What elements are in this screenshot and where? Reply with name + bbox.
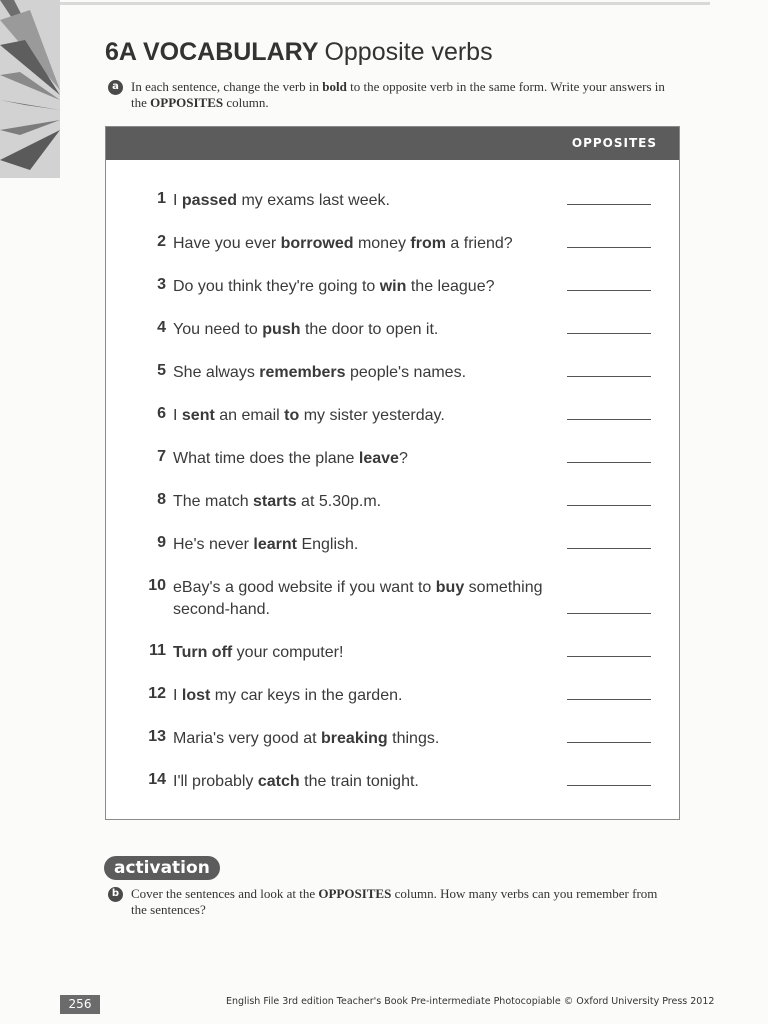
bold-text: OPPOSITES: [150, 95, 224, 110]
item-number: 11: [149, 642, 166, 659]
bold-text: bold: [322, 79, 347, 94]
item-number: 4: [157, 319, 166, 336]
text-segment: at 5.30p.m.: [296, 493, 382, 510]
bold-text: learnt: [253, 536, 297, 553]
item-sentence: [173, 190, 553, 212]
opposites-column-label: OPPOSITES: [571, 136, 657, 150]
bold-text: to: [284, 407, 300, 424]
answer-blank[interactable]: [567, 505, 651, 506]
bold-text: starts: [253, 493, 297, 510]
answer-blank[interactable]: [567, 419, 651, 420]
title-heading: VOCABULARY: [142, 38, 319, 66]
item-number: 8: [157, 491, 166, 508]
text-segment: English.: [297, 536, 359, 553]
answer-blank[interactable]: [567, 376, 651, 377]
item-sentence: [173, 233, 553, 255]
title-subheading: Opposite verbs: [324, 38, 493, 66]
item-number: 6: [157, 405, 166, 422]
item-sentence: [173, 448, 553, 470]
bold-text: borrowed: [280, 235, 354, 252]
answer-blank[interactable]: [567, 613, 651, 614]
text-segment: ?: [398, 450, 408, 467]
text-segment: I'll probably: [173, 773, 258, 790]
answer-blank[interactable]: [567, 204, 651, 205]
item-sentence: [173, 642, 553, 664]
text-segment: my exams last week.: [237, 192, 390, 209]
bold-text: remembers: [259, 364, 346, 381]
answer-blank[interactable]: [567, 742, 651, 743]
opposites-header: [106, 127, 679, 160]
text-segment: an email: [214, 407, 285, 424]
bold-text: passed: [181, 192, 238, 209]
instruction-a: [108, 79, 668, 111]
text-segment: to the opposite verb in the same form. Write your answers in the: [131, 79, 665, 110]
text-segment: I: [173, 192, 182, 209]
answer-blank[interactable]: [567, 785, 651, 786]
item-sentence: [173, 771, 553, 793]
text-segment: I: [173, 687, 182, 704]
text-segment: She always: [173, 364, 260, 381]
text-segment: the door to open it.: [300, 321, 439, 338]
bold-text: buy: [435, 579, 465, 596]
bold-text: catch: [257, 773, 300, 790]
text-segment: eBay's a good website if you want to: [173, 579, 436, 596]
instruction-a-marker: a: [108, 80, 123, 95]
title-code: 6A: [105, 38, 137, 66]
item-number: 1: [157, 190, 166, 207]
item-sentence: [173, 491, 553, 513]
worksheet-title: [105, 38, 493, 67]
text-segment: the train tonight.: [299, 773, 419, 790]
text-segment: Do you think they're going to: [173, 278, 380, 295]
text-segment: The match: [173, 493, 254, 510]
item-number: 7: [157, 448, 166, 465]
bold-text: OPPOSITES: [318, 886, 392, 901]
bold-text: push: [262, 321, 301, 338]
bold-text: win: [379, 278, 407, 295]
item-number: 5: [157, 362, 166, 379]
page-number: 256: [60, 995, 100, 1014]
text-segment: I: [173, 407, 182, 424]
activation-badge: activation: [104, 856, 220, 880]
instruction-b: [108, 886, 668, 918]
item-sentence: [173, 685, 553, 707]
footer-credit: English File 3rd edition Teacher's Book Pre-intermediate Photocopiable © Oxford University Press 2012: [226, 996, 715, 1007]
answer-blank[interactable]: [567, 656, 651, 657]
item-number: 3: [157, 276, 166, 293]
text-segment: something second-hand.: [173, 579, 543, 618]
text-segment: He's never: [173, 536, 254, 553]
text-segment: my car keys in the garden.: [210, 687, 403, 704]
bold-text: sent: [181, 407, 215, 424]
answer-blank[interactable]: [567, 699, 651, 700]
text-segment: column.: [223, 95, 269, 110]
bold-text: from: [410, 235, 446, 252]
bold-text: leave: [358, 450, 399, 467]
item-sentence: [173, 577, 553, 621]
text-segment: Maria's very good at: [173, 730, 322, 747]
answer-blank[interactable]: [567, 548, 651, 549]
answer-blank[interactable]: [567, 290, 651, 291]
text-segment: a friend?: [445, 235, 513, 252]
answer-blank[interactable]: [567, 333, 651, 334]
text-segment: money: [353, 235, 411, 252]
bold-text: breaking: [321, 730, 388, 747]
text-segment: What time does the plane: [173, 450, 359, 467]
top-rule: [60, 2, 710, 5]
item-number: 12: [148, 685, 166, 702]
text-segment: your computer!: [232, 644, 344, 661]
text-segment: column. How many verbs can you remember from the sentences?: [131, 886, 658, 917]
answer-blank[interactable]: [567, 247, 651, 248]
item-number: 10: [148, 577, 166, 594]
text-segment: my sister yesterday.: [299, 407, 445, 424]
item-number: 2: [157, 233, 166, 250]
item-sentence: [173, 362, 553, 384]
corner-sunburst-decoration: [0, 0, 86, 178]
text-segment: people's names.: [345, 364, 467, 381]
item-sentence: [173, 728, 553, 750]
item-sentence: [173, 319, 553, 341]
item-sentence: [173, 405, 553, 427]
bold-text: lost: [181, 687, 211, 704]
text-segment: Have you ever: [173, 235, 281, 252]
answer-blank[interactable]: [567, 462, 651, 463]
item-sentence: [173, 276, 553, 298]
item-sentence: [173, 534, 553, 556]
exercise-box: [105, 126, 680, 820]
text-segment: Cover the sentences and look at the: [131, 886, 319, 901]
item-number: 9: [157, 534, 166, 551]
text-segment: things.: [387, 730, 440, 747]
text-segment: In each sentence, change the verb in: [131, 79, 323, 94]
item-number: 14: [148, 771, 166, 788]
instruction-a-text: [131, 79, 668, 111]
text-segment: the league?: [406, 278, 495, 295]
bold-text: Turn off: [173, 644, 233, 661]
text-segment: You need to: [173, 321, 263, 338]
instruction-b-marker: b: [108, 887, 123, 902]
item-number: 13: [148, 728, 166, 745]
instruction-b-text: [131, 886, 668, 918]
